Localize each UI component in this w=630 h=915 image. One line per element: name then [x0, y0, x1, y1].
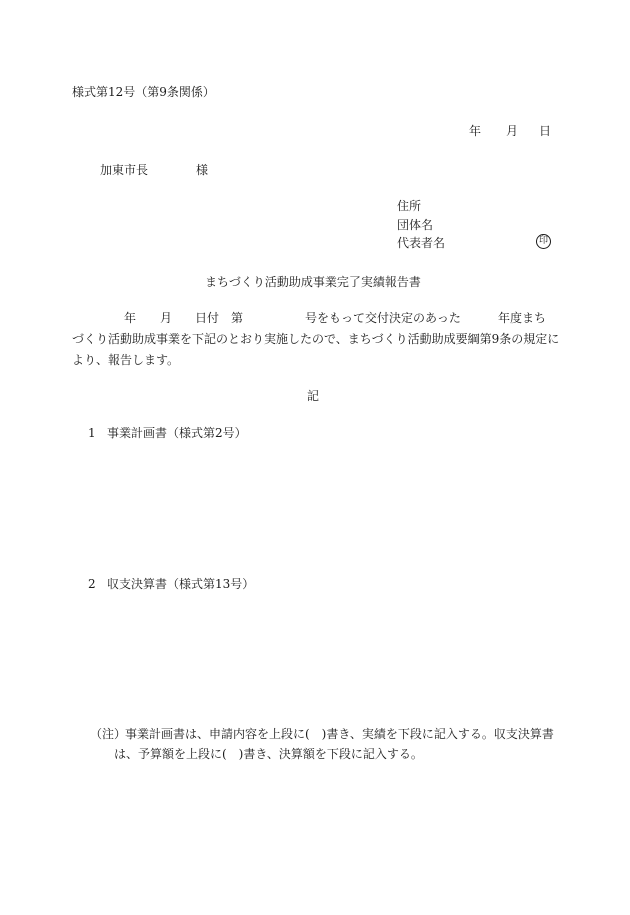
- addressee-honorific: 様: [196, 163, 209, 177]
- note-line-2: は、予算額を上段に( )書き、決算額を下段に記入する。: [114, 747, 423, 761]
- ki-heading: 記: [307, 389, 320, 403]
- item-1-number: 1: [88, 426, 96, 440]
- body-year: 年: [124, 311, 137, 325]
- note-prefix: （注）: [90, 727, 127, 741]
- body-line-2: づくり活動助成事業を下記のとおり実施したので、まちづくり活動助成要綱第9条の規定に: [72, 332, 560, 346]
- body-month: 月: [160, 311, 173, 325]
- rep-label: 代表者名: [397, 236, 446, 250]
- group-label: 団体名: [397, 218, 434, 232]
- note-line-1: 事業計画書は、申請内容を上段に( )書き、実績を下段に記入する。収支決算書: [125, 727, 554, 741]
- item-1-label: 事業計画書（様式第2号）: [107, 426, 247, 440]
- document-title: まちづくり活動助成事業完了実績報告書: [205, 275, 421, 289]
- date-year: 年: [469, 124, 482, 138]
- addressee-name: 加東市長: [100, 163, 149, 177]
- item-2-number: 2: [88, 577, 96, 591]
- body-fiscal-year: 年度まち: [498, 311, 547, 325]
- body-line-3: より、報告します。: [72, 353, 180, 367]
- form-id: 様式第12号（第9条関係）: [72, 85, 215, 99]
- body-day-date: 日付 第: [195, 311, 244, 325]
- body-number: 号をもって交付決定のあった: [305, 311, 461, 325]
- date-month: 月: [506, 124, 519, 138]
- item-2-label: 収支決算書（様式第13号）: [107, 577, 255, 591]
- address-label: 住所: [397, 199, 422, 213]
- date-day: 日: [539, 124, 552, 138]
- seal-mark: 印: [536, 234, 551, 249]
